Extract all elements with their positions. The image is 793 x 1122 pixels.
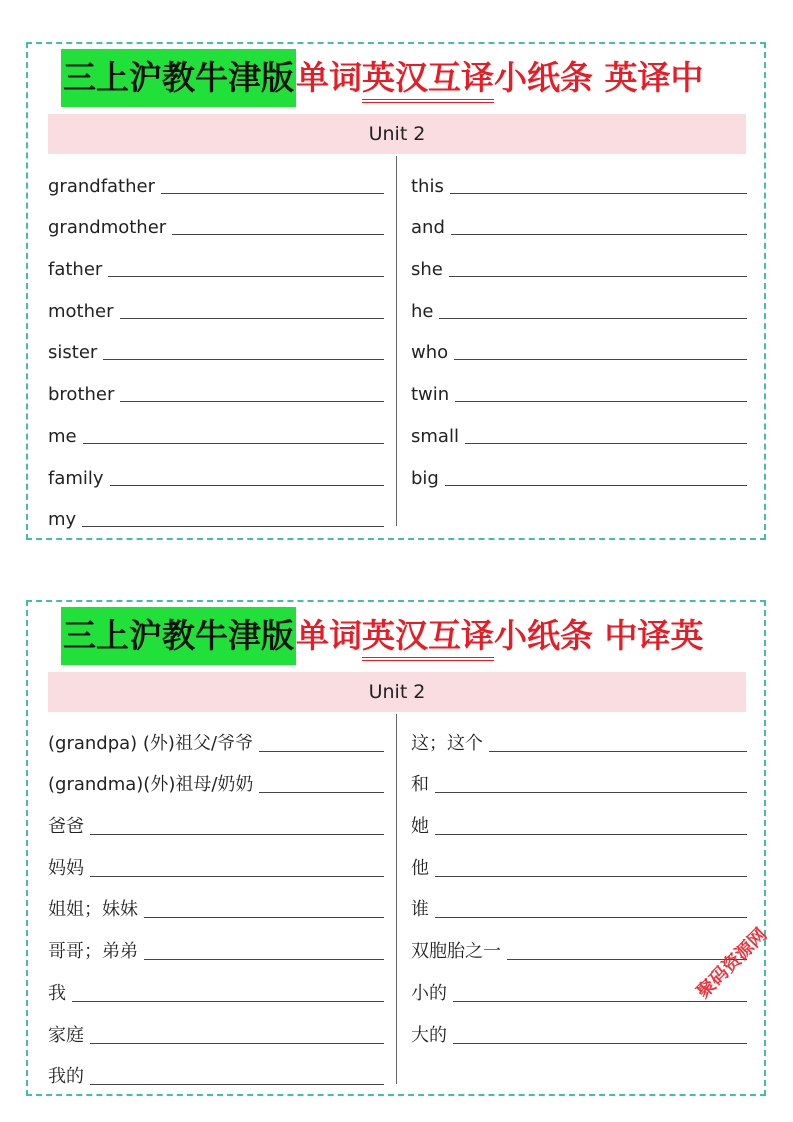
word-row (48, 281, 384, 323)
word-label: brother (48, 384, 115, 406)
answer-line (144, 916, 384, 918)
word-row (48, 364, 384, 406)
word-column-left (48, 156, 384, 531)
word-label: twin (411, 384, 450, 406)
word-row (48, 406, 384, 448)
word-label: 我的 (48, 1066, 84, 1088)
answer-line (90, 1083, 384, 1085)
title-underlined: 英汉互译 (362, 615, 494, 661)
unit-heading: Unit 2 (48, 114, 746, 154)
answer-line (453, 1042, 747, 1044)
word-row (48, 922, 384, 964)
answer-line (450, 192, 747, 194)
worksheet-card-zh-to-en (26, 600, 766, 1096)
answer-line (435, 791, 747, 793)
answer-line (455, 400, 747, 402)
word-label: sister (48, 342, 98, 364)
word-row (411, 797, 747, 839)
word-row (48, 198, 384, 240)
word-label: (grandpa) (外)祖父/爷爷 (48, 732, 254, 754)
word-row (411, 839, 747, 881)
word-label: grandmother (48, 217, 167, 239)
word-label: 他 (411, 857, 429, 879)
word-label: father (48, 259, 103, 281)
word-label: 家庭 (48, 1024, 84, 1046)
answer-line (445, 484, 747, 486)
word-row (48, 323, 384, 365)
word-row (48, 156, 384, 198)
word-row (48, 490, 384, 532)
answer-line (161, 192, 384, 194)
answer-line (120, 400, 384, 402)
word-row (48, 714, 384, 756)
word-label: 和 (411, 774, 429, 796)
word-row (48, 881, 384, 923)
answer-line (144, 958, 384, 960)
title-highlight: 三上沪教牛津版 (61, 49, 296, 107)
word-row (411, 364, 747, 406)
word-row (48, 964, 384, 1006)
word-row (411, 922, 747, 964)
word-label: small (411, 425, 459, 447)
answer-line (72, 1000, 384, 1002)
word-row (411, 756, 747, 798)
word-label: 她 (411, 816, 429, 838)
word-row (411, 239, 747, 281)
word-row (411, 323, 747, 365)
word-row (48, 448, 384, 490)
answer-line (454, 358, 747, 360)
answer-line (108, 275, 384, 277)
answer-line (110, 484, 384, 486)
word-label: she (411, 259, 443, 281)
word-row (411, 156, 747, 198)
word-label: who (411, 342, 449, 364)
column-divider (396, 156, 397, 526)
card-title (61, 607, 704, 665)
unit-heading: Unit 2 (48, 672, 746, 712)
answer-line (449, 275, 747, 277)
word-row (48, 756, 384, 798)
word-label: 姐姐；妹妹 (48, 899, 138, 921)
word-row (48, 839, 384, 881)
word-row (411, 881, 747, 923)
answer-line (83, 442, 384, 444)
answer-line (259, 791, 384, 793)
title-part2: 小纸条 英译中 (494, 58, 704, 97)
title-underlined: 英汉互译 (362, 57, 494, 103)
word-label: this (411, 175, 444, 197)
answer-line (90, 875, 384, 877)
word-label: 双胞胎之一 (411, 941, 501, 963)
word-column-left (48, 714, 384, 1089)
word-label: me (48, 425, 77, 447)
answer-line (489, 750, 747, 752)
word-row (48, 1006, 384, 1048)
word-row (48, 239, 384, 281)
column-divider (396, 714, 397, 1084)
word-label: 妈妈 (48, 857, 84, 879)
answer-line (435, 833, 747, 835)
card-title (61, 49, 704, 107)
answer-line (507, 958, 747, 960)
answer-line (439, 317, 747, 319)
word-label: 谁 (411, 899, 429, 921)
watermark: 聚码资源网 (692, 924, 772, 1003)
word-row (411, 406, 747, 448)
title-part1: 单词 (296, 58, 362, 97)
word-label: 爸爸 (48, 816, 84, 838)
title-part1: 单词 (296, 616, 362, 655)
word-label: mother (48, 300, 114, 322)
answer-line (82, 525, 384, 527)
answer-line (435, 875, 747, 877)
answer-line (259, 750, 384, 752)
answer-line (451, 233, 747, 235)
worksheet-card-en-to-zh (26, 42, 766, 540)
word-label: (grandma)(外)祖母/奶奶 (48, 774, 254, 796)
word-label: 小的 (411, 982, 447, 1004)
word-row (411, 281, 747, 323)
title-part2: 小纸条 中译英 (494, 616, 704, 655)
answer-line (465, 442, 747, 444)
word-label: 哥哥；弟弟 (48, 941, 138, 963)
word-column-right (411, 714, 747, 1048)
word-label: my (48, 509, 77, 531)
word-label: 大的 (411, 1024, 447, 1046)
answer-line (172, 233, 384, 235)
answer-line (453, 1000, 747, 1002)
answer-line (90, 833, 384, 835)
word-row (48, 1048, 384, 1090)
word-row (411, 198, 747, 240)
word-row (411, 448, 747, 490)
answer-line (103, 358, 384, 360)
word-row (48, 797, 384, 839)
word-label: family (48, 467, 104, 489)
word-label: grandfather (48, 175, 155, 197)
answer-line (435, 916, 747, 918)
word-label: 这；这个 (411, 732, 483, 754)
word-label: big (411, 467, 439, 489)
word-column-right (411, 156, 747, 490)
word-row (411, 1006, 747, 1048)
answer-line (90, 1042, 384, 1044)
word-label: and (411, 217, 445, 239)
word-row (411, 714, 747, 756)
answer-line (120, 317, 385, 319)
title-highlight: 三上沪教牛津版 (61, 607, 296, 665)
word-label: 我 (48, 982, 66, 1004)
word-label: he (411, 300, 434, 322)
